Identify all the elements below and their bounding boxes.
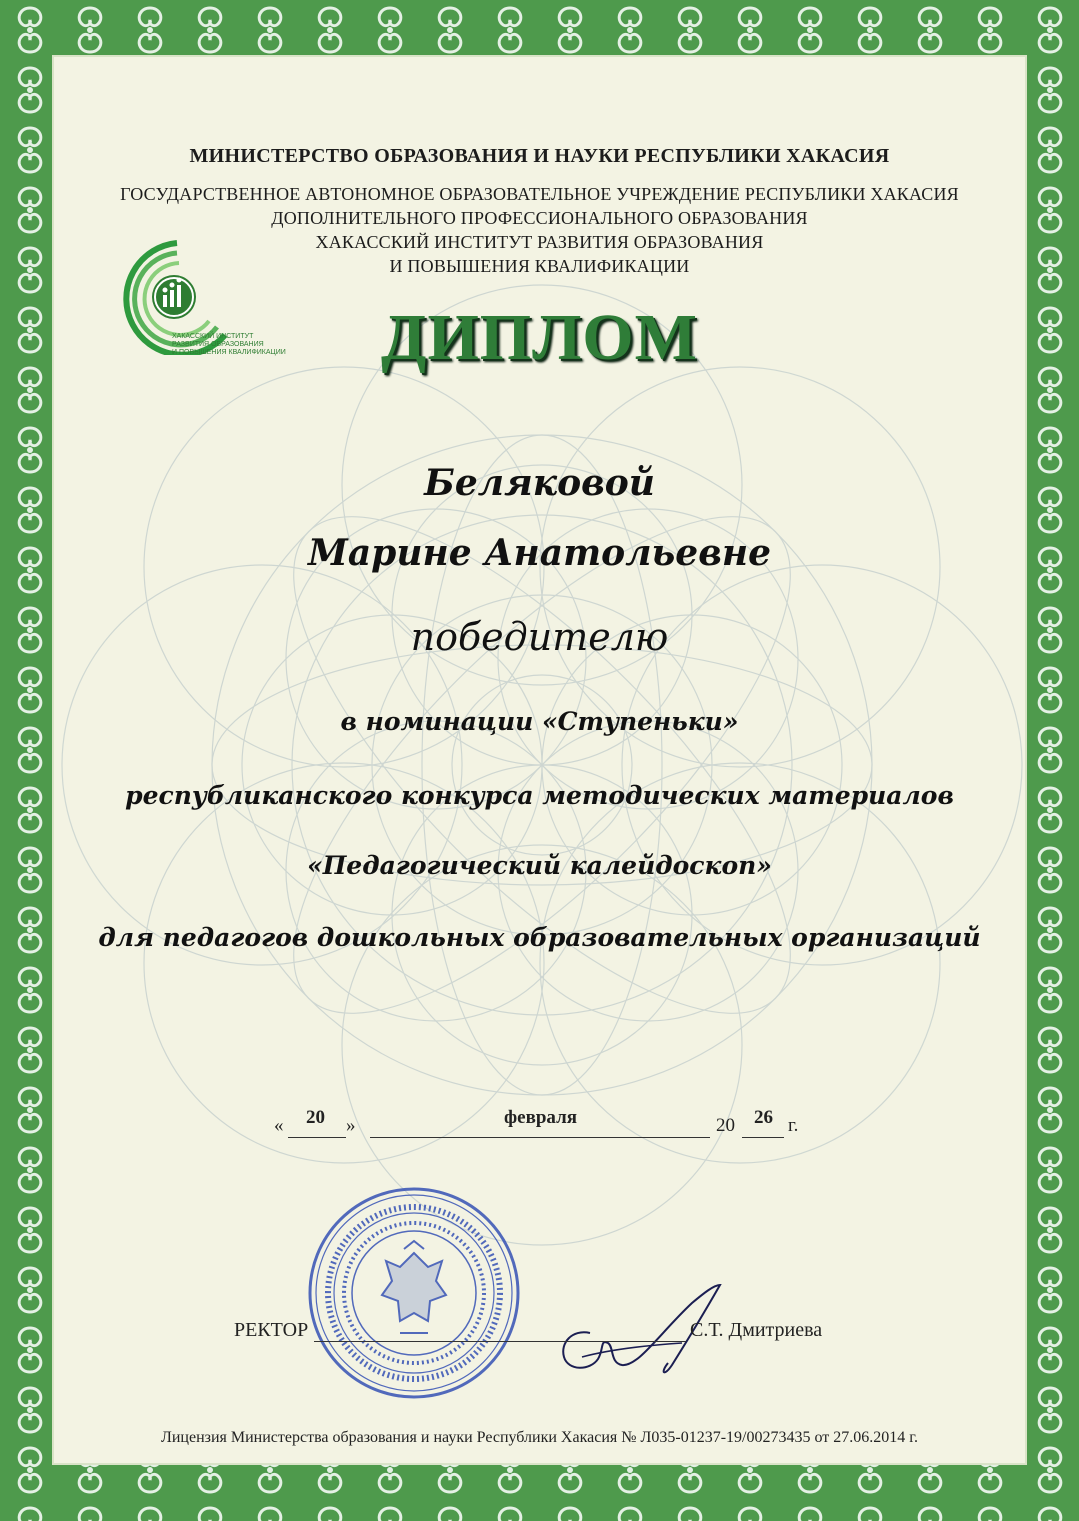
license-footer: Лицензия Министерства образования и науки Республики Хакасия № Л035-01237-19/00273435 от 27.06.2014 г. [160, 1429, 918, 1446]
date-day: 20 [306, 1107, 325, 1128]
year-underline [742, 1137, 784, 1138]
award-status: победителю [410, 615, 669, 659]
award-line: для педагогов дошкольных образовательных организаций [98, 923, 981, 952]
logo-caption-line: ХАКАССКИЙ ИНСТИТУТ [172, 333, 254, 340]
date-close-quote: » [346, 1115, 356, 1136]
logo-caption-line: И ПОВЫШЕНИЯ КВАЛИФИКАЦИИ [172, 349, 286, 356]
date-year-abbr: г. [788, 1115, 799, 1136]
logo-caption-line: РАЗВИТИЯ ОБРАЗОВАНИЯ [172, 341, 264, 348]
institution-line: ГОСУДАРСТВЕННОЕ АВТОНОМНОЕ ОБРАЗОВАТЕЛЬНОЕ УЧРЕЖДЕНИЕ РЕСПУБЛИКИ ХАКАСИЯ [120, 184, 959, 204]
date-year-suffix: 26 [754, 1107, 773, 1128]
diploma-sheet [52, 55, 1027, 1465]
award-line: «Педагогический калейдоскоп» [307, 851, 772, 880]
institution-line: И ПОВЫШЕНИЯ КВАЛИФИКАЦИИ [389, 256, 690, 276]
issue-date [52, 1107, 1027, 1147]
institution-line: ДОПОЛНИТЕЛЬНОГО ПРОФЕССИОНАЛЬНОГО ОБРАЗОВАНИЯ [271, 208, 808, 228]
signatory-name: С.Т. Дмитриева [690, 1319, 823, 1341]
official-seal [304, 1183, 524, 1403]
award-line: республиканского конкурса методических материалов [125, 781, 954, 810]
date-month: февраля [504, 1107, 578, 1128]
recipient-surname: Беляковой [424, 462, 655, 504]
signature-line [314, 1341, 686, 1342]
month-underline [370, 1137, 710, 1138]
recipient-given-names: Марине Анатольевне [308, 532, 771, 574]
diploma-title: ДИПЛОМ [381, 301, 698, 374]
signatory-position: РЕКТОР [234, 1319, 309, 1341]
ministry-heading: МИНИСТЕРСТВО ОБРАЗОВАНИЯ И НАУКИ РЕСПУБЛИКИ ХАКАСИЯ [189, 145, 890, 167]
institution-line: ХАКАССКИЙ ИНСТИТУТ РАЗВИТИЯ ОБРАЗОВАНИЯ [315, 232, 764, 252]
date-open-quote: « [274, 1115, 284, 1136]
date-year-prefix: 20 [716, 1115, 735, 1136]
day-underline [288, 1137, 346, 1138]
award-line: в номинации «Ступеньки» [340, 707, 739, 736]
